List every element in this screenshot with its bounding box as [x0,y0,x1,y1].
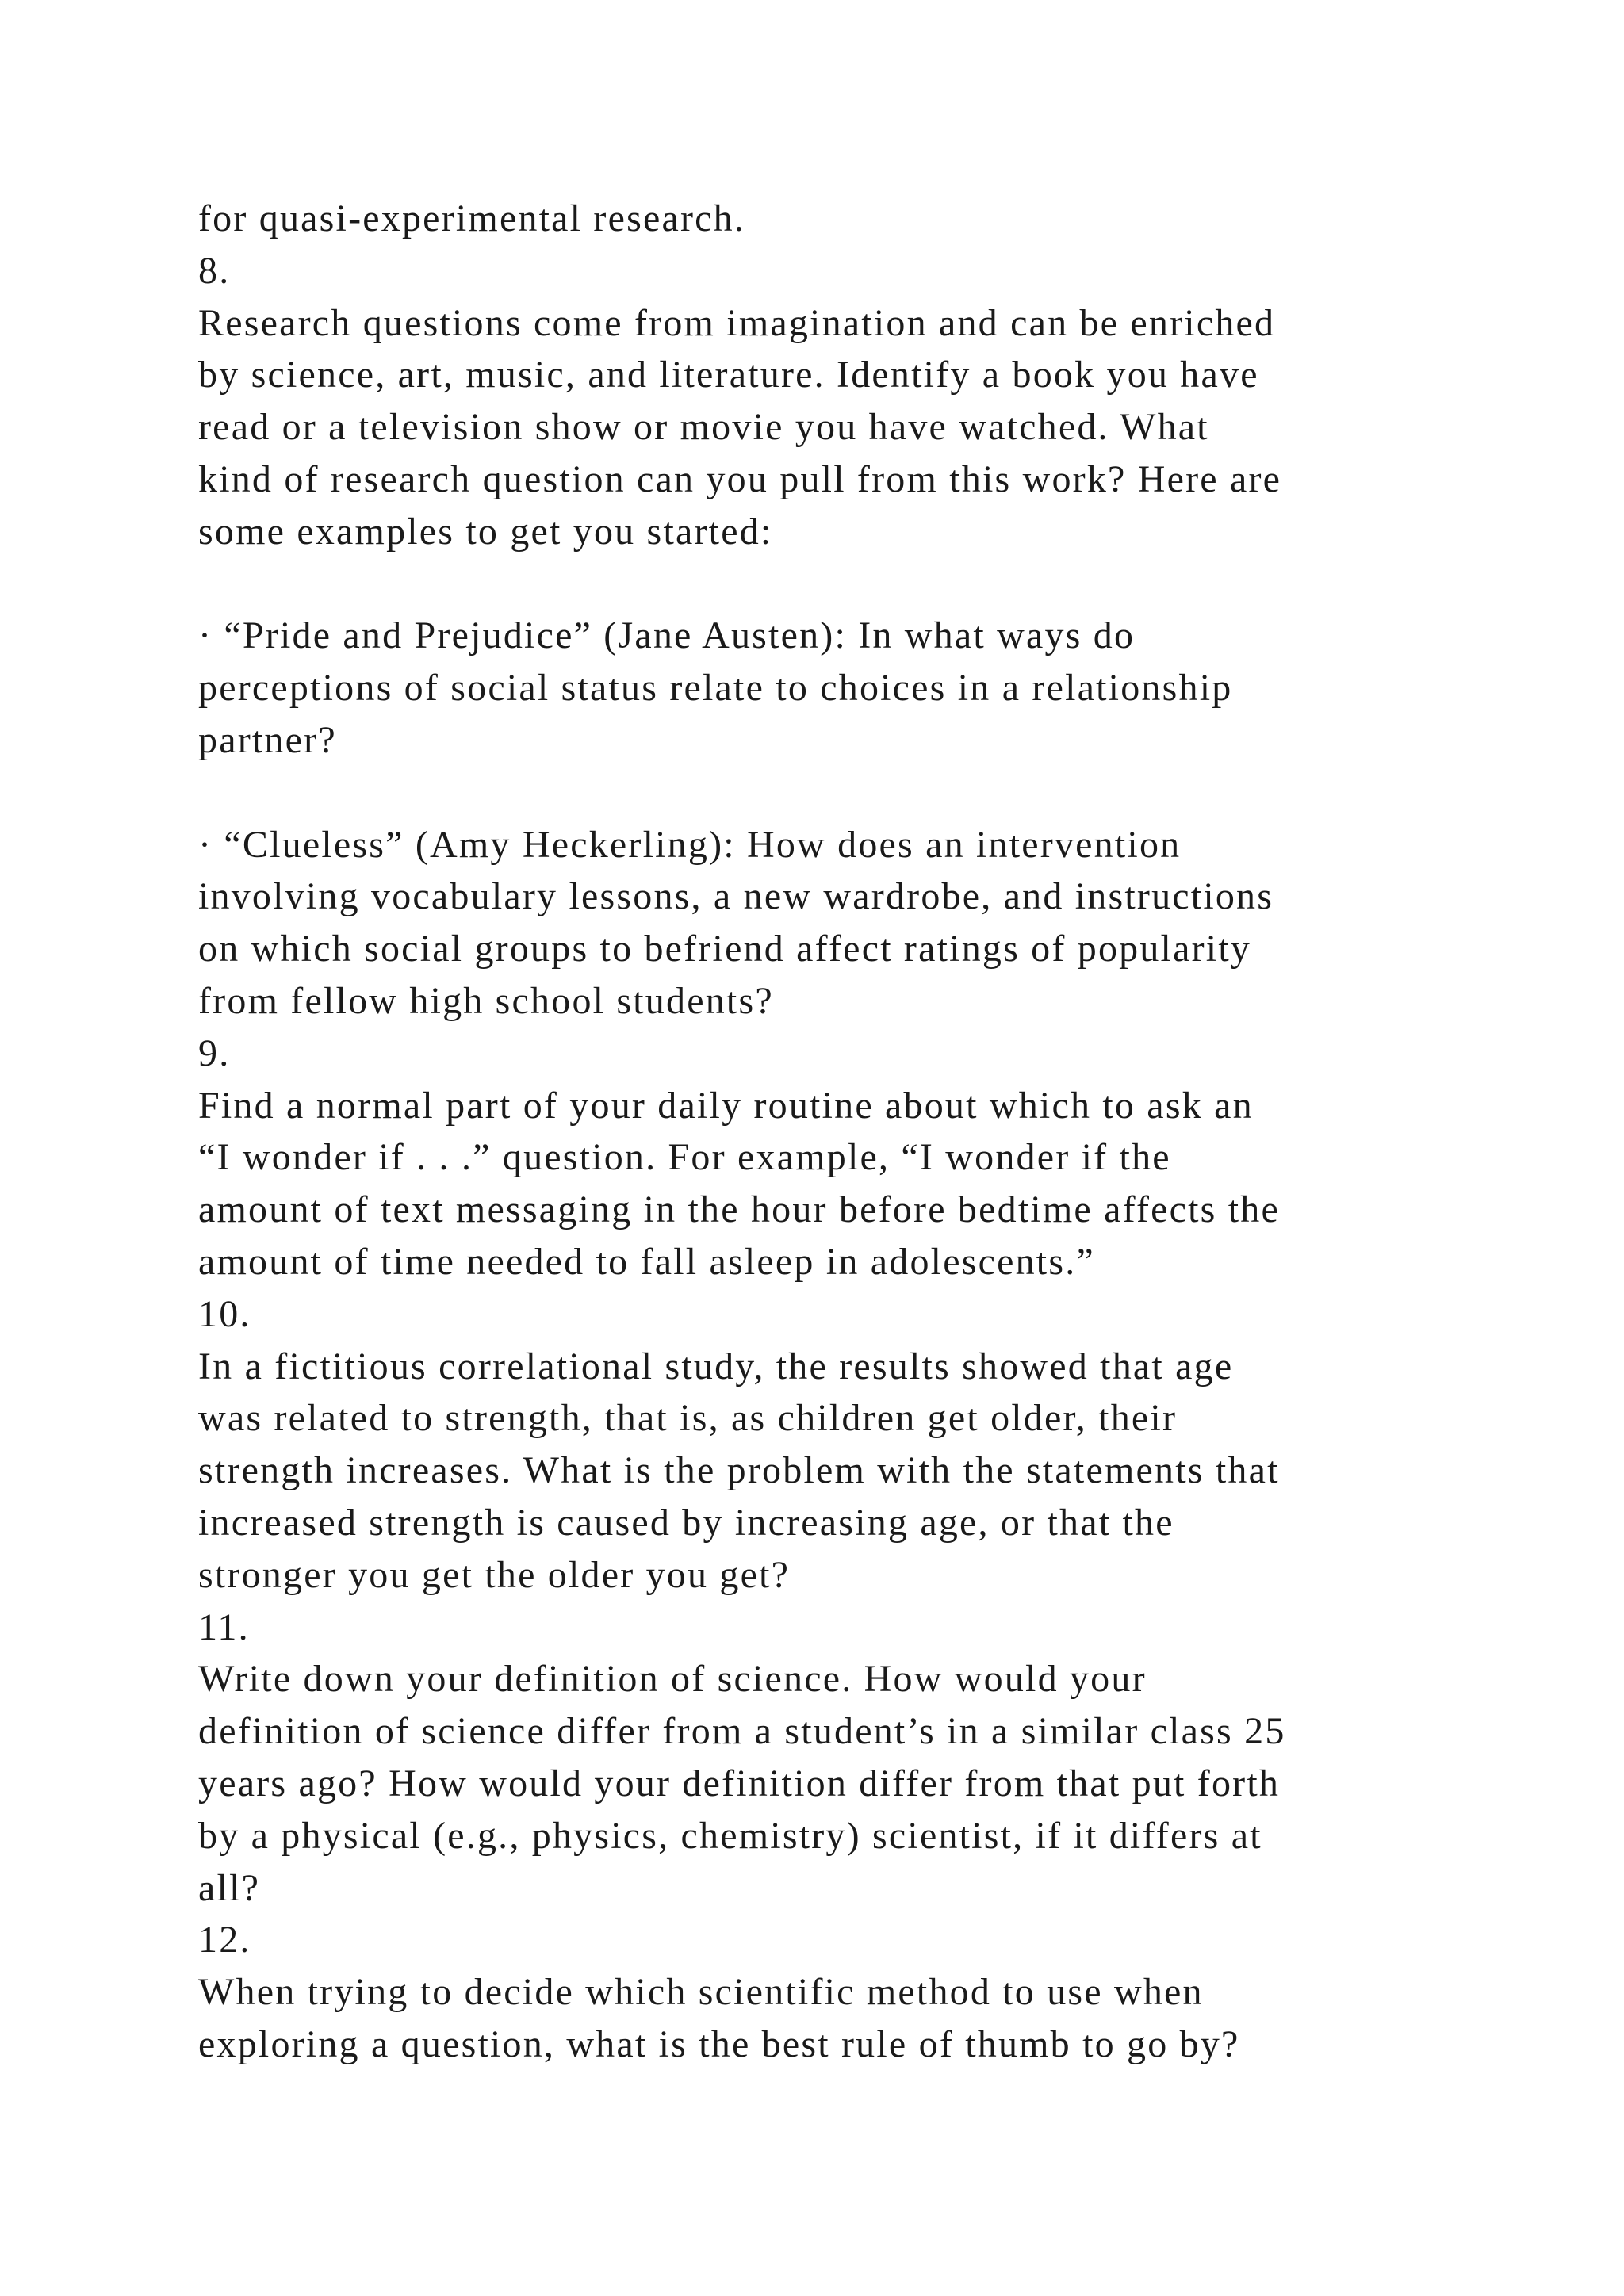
text-line: all? [198,1866,261,1909]
question-number: 11. [198,1605,250,1648]
text-line: by science, art, music, and literature. Identify a book you have [198,354,1259,396]
text-line: strength increases. What is the problem with the statements that [198,1449,1280,1492]
blank-line [198,767,1578,819]
text-line: In a fictitious correlational study, the results showed that age [198,1345,1234,1387]
text-line: by a physical (e.g., physics, chemistry) scientist, if it differs at [198,1814,1262,1857]
question-number: 8. [198,249,231,292]
text-line: increased strength is caused by increasing age, or that the [198,1501,1174,1544]
blank-line [198,558,1578,610]
text-line: Research questions come from imagination and can be enriched [198,301,1276,344]
text-line: Write down your definition of science. How would your [198,1658,1147,1701]
text-line: from fellow high school students? [198,979,774,1022]
text-line: perceptions of social status relate to choices in a relationship [198,667,1233,710]
text-line: partner? [198,718,337,761]
text-line: amount of time needed to fall asleep in adolescents.” [198,1240,1095,1283]
question-number: 10. [198,1292,251,1335]
text-line: “I wonder if . . .” question. For example, “I wonder if the [198,1136,1171,1179]
text-line: read or a television show or movie you have watched. What [198,406,1209,449]
document-page [198,193,1578,2071]
text-line: kind of research question can you pull from this work? Here are [198,457,1282,500]
text-line: some examples to get you started: [198,510,773,553]
text-line: Find a normal part of your daily routine about which to ask an [198,1084,1254,1127]
text-line: involving vocabulary lessons, a new wardrobe, and instructions [198,875,1274,918]
text-line: years ago? How would your definition differ from that put forth [198,1762,1281,1804]
text-line: When trying to decide which scientific method to use when [198,1971,1204,2014]
text-line: was related to strength, that is, as children get older, their [198,1397,1178,1440]
question-number: 9. [198,1031,231,1074]
bullet-item: · “Clueless” (Amy Heckerling): How does an intervention [198,823,1182,866]
text-line: exploring a question, what is the best rule of thumb to go by? [198,2022,1240,2065]
text-line: on which social groups to befriend affect ratings of popularity [198,928,1252,970]
text-line: for quasi-experimental research. [198,197,746,239]
text-line: amount of text messaging in the hour before bedtime affects the [198,1188,1281,1231]
question-number: 12. [198,1919,251,1961]
text-line: definition of science differ from a student’s in a similar class 25 [198,1710,1286,1753]
text-line: stronger you get the older you get? [198,1553,791,1596]
bullet-item: · “Pride and Prejudice” (Jane Austen): In what ways do [198,614,1136,657]
